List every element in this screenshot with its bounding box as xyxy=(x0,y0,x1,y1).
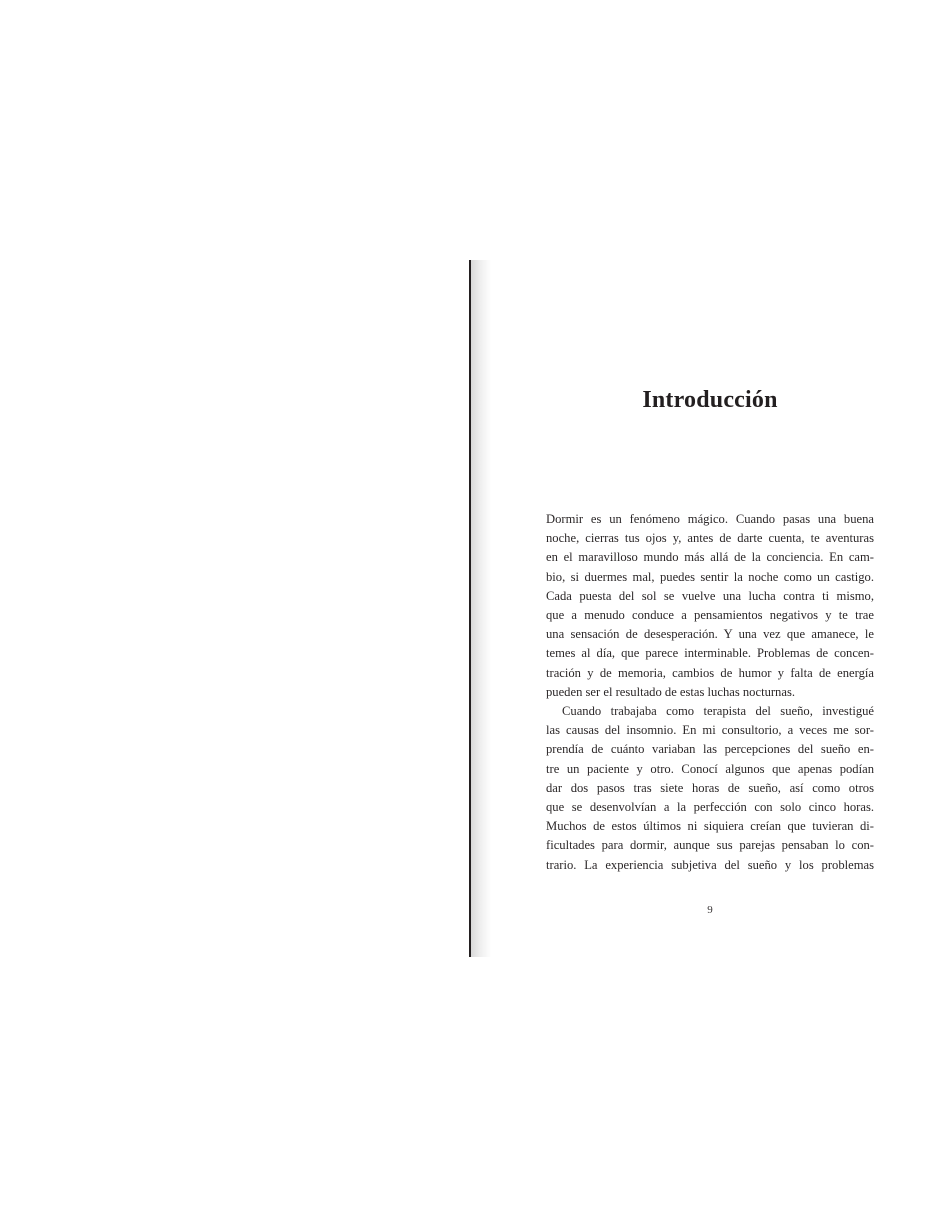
paragraph-2 xyxy=(546,702,874,875)
text-line: Cada puesta del sol se vuelve una lucha contra ti mismo, xyxy=(546,588,874,603)
text-line: tración y de memoria, cambios de humor y falta de energía xyxy=(546,665,874,680)
text-line: Muchos de estos últimos ni siquiera creían que tuvieran di- xyxy=(546,819,874,834)
text-line: prendía de cuánto variaban las percepciones del sueño en- xyxy=(546,742,874,757)
text-line: que a menudo conduce a pensamientos negativos y te trae xyxy=(546,608,874,623)
paragraph-1 xyxy=(546,510,874,702)
page-gutter-shadow xyxy=(471,260,491,957)
text-line: dar dos pasos tras siete horas de sueño, así como otros xyxy=(546,780,874,795)
text-line: en el maravilloso mundo más allá de la conciencia. En cam- xyxy=(546,550,874,565)
text-line: tre un paciente y otro. Conocí algunos que apenas podían xyxy=(546,761,874,776)
text-line: una sensación de desesperación. Y una vez que amanece, le xyxy=(546,627,874,642)
page-number: 9 xyxy=(707,904,713,916)
text-line: noche, cierras tus ojos y, antes de darte cuenta, te aventuras xyxy=(546,531,874,546)
text-line: que se desenvolvían a la perfección con solo cinco horas. xyxy=(546,800,874,815)
chapter-title: Introducción xyxy=(642,387,778,413)
text-line: trario. La experiencia subjetiva del sueño y los problemas xyxy=(546,857,874,872)
text-line: Cuando trabajaba como terapista del sueño, investigué xyxy=(562,704,874,719)
text-line: las causas del insomnio. En mi consultorio, a veces me sor- xyxy=(546,723,874,738)
text-line: pueden ser el resultado de estas luchas nocturnas. xyxy=(546,684,795,699)
body-text xyxy=(546,510,874,875)
text-line: ficultades para dormir, aunque sus parejas pensaban lo con- xyxy=(546,838,874,853)
text-line: Dormir es un fenómeno mágico. Cuando pasas una buena xyxy=(546,512,874,526)
text-line: temes al día, que parece interminable. Problemas de concen- xyxy=(546,646,874,661)
text-line: bio, si duermes mal, puedes sentir la noche como un castigo. xyxy=(546,569,874,584)
